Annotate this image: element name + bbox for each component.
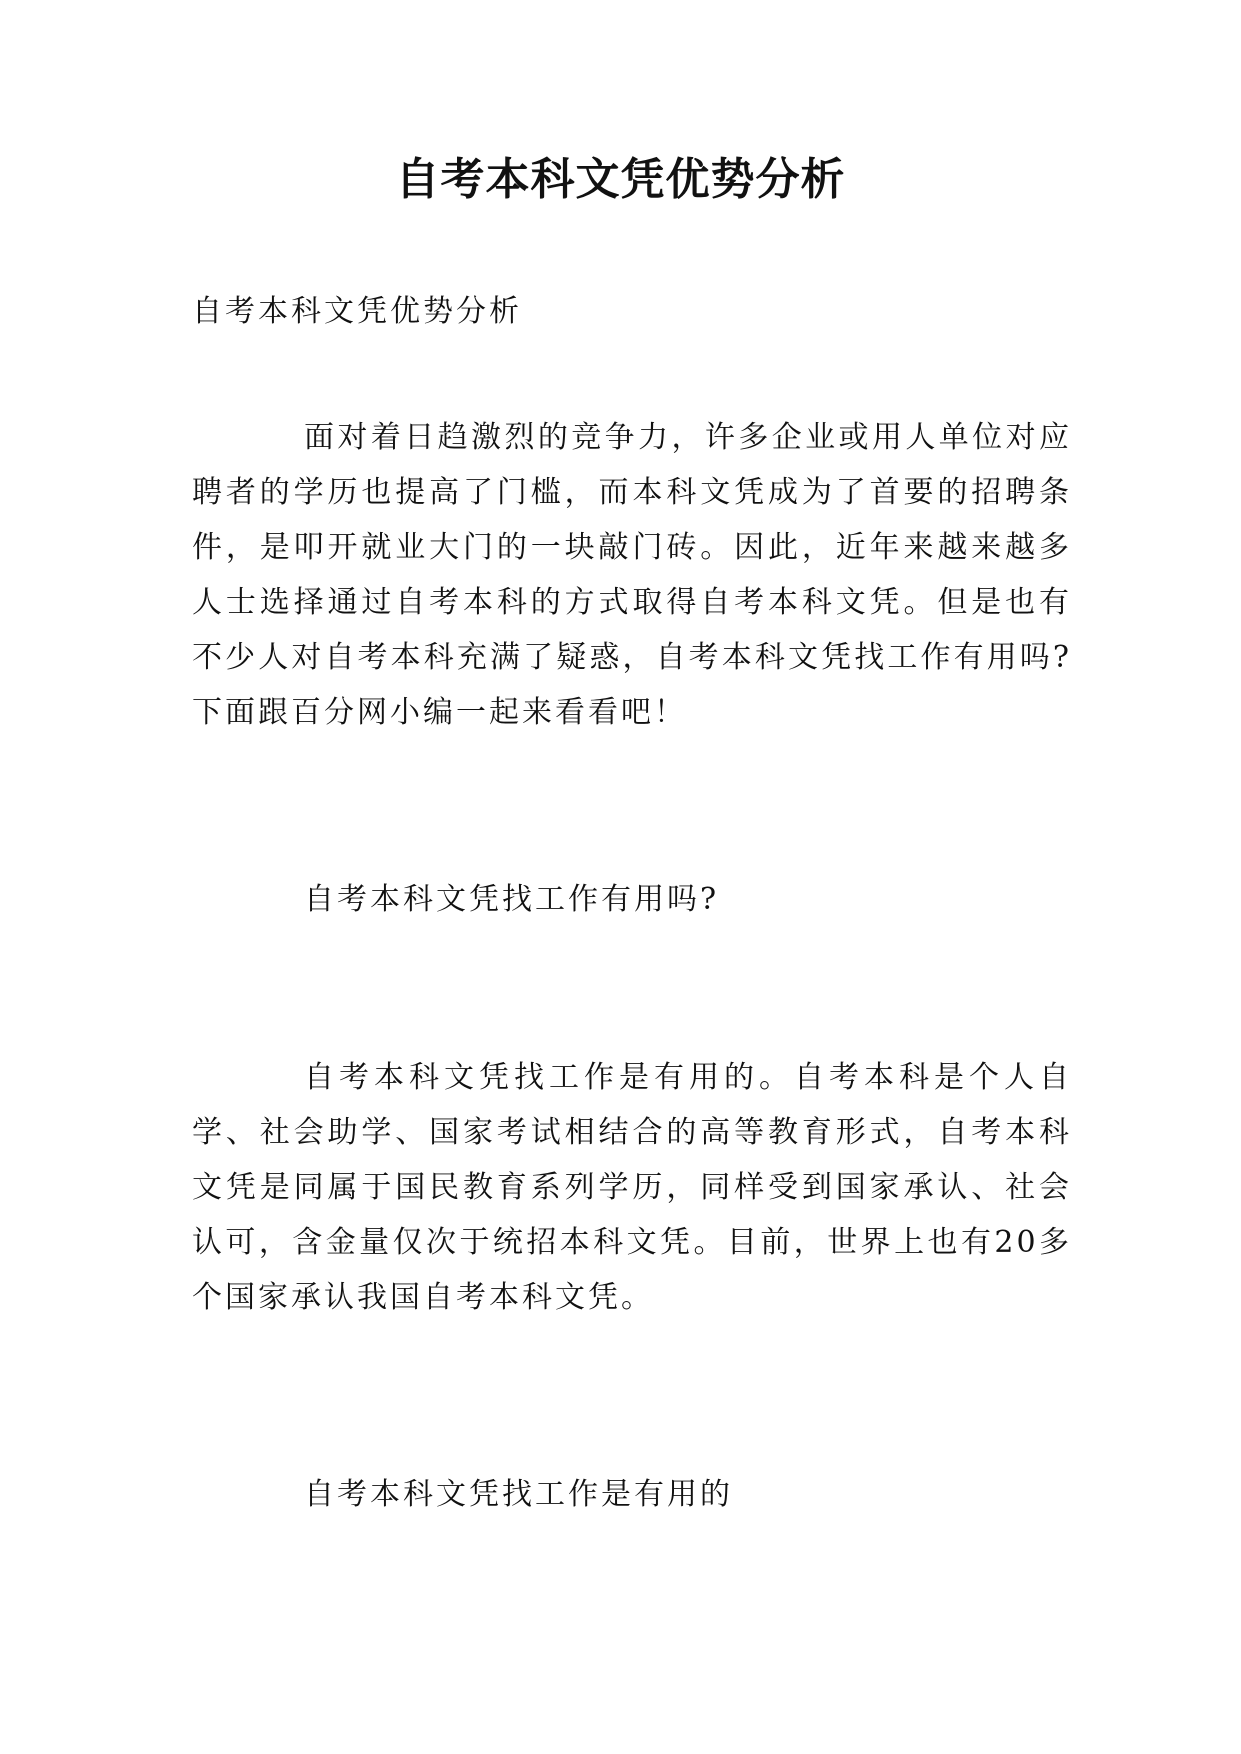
- document-title: 自考本科文凭优势分析: [395, 154, 846, 205]
- document-subtitle: 自考本科文凭优势分析: [192, 294, 522, 329]
- section-heading-answer: 自考本科文凭找工作是有用的: [304, 1477, 733, 1512]
- section-heading-question: 自考本科文凭找工作有用吗?: [304, 882, 720, 917]
- answer-paragraph: 自考本科文凭找工作是有用的。自考本科是个人自学、社会助学、国家考试相结合的高等教育形式，自考本科文凭是同属于国民教育系列学历，同样受到国家承认、社会认可，含金量仅次于统招本科文凭。目前，世界上也有20多个国家承认我国自考本科文凭。: [192, 1060, 1072, 1315]
- intro-paragraph: 面对着日趋激烈的竞争力，许多企业或用人单位对应聘者的学历也提高了门槛，而本科文凭成为了首要的招聘条件，是叩开就业大门的一块敲门砖。因此，近年来越来越多人士选择通过自考本科的方式取得自考本科文凭。但是也有不少人对自考本科充满了疑惑，自考本科文凭找工作有用吗?下面跟百分网小编一起来看看吧！: [192, 420, 1072, 730]
